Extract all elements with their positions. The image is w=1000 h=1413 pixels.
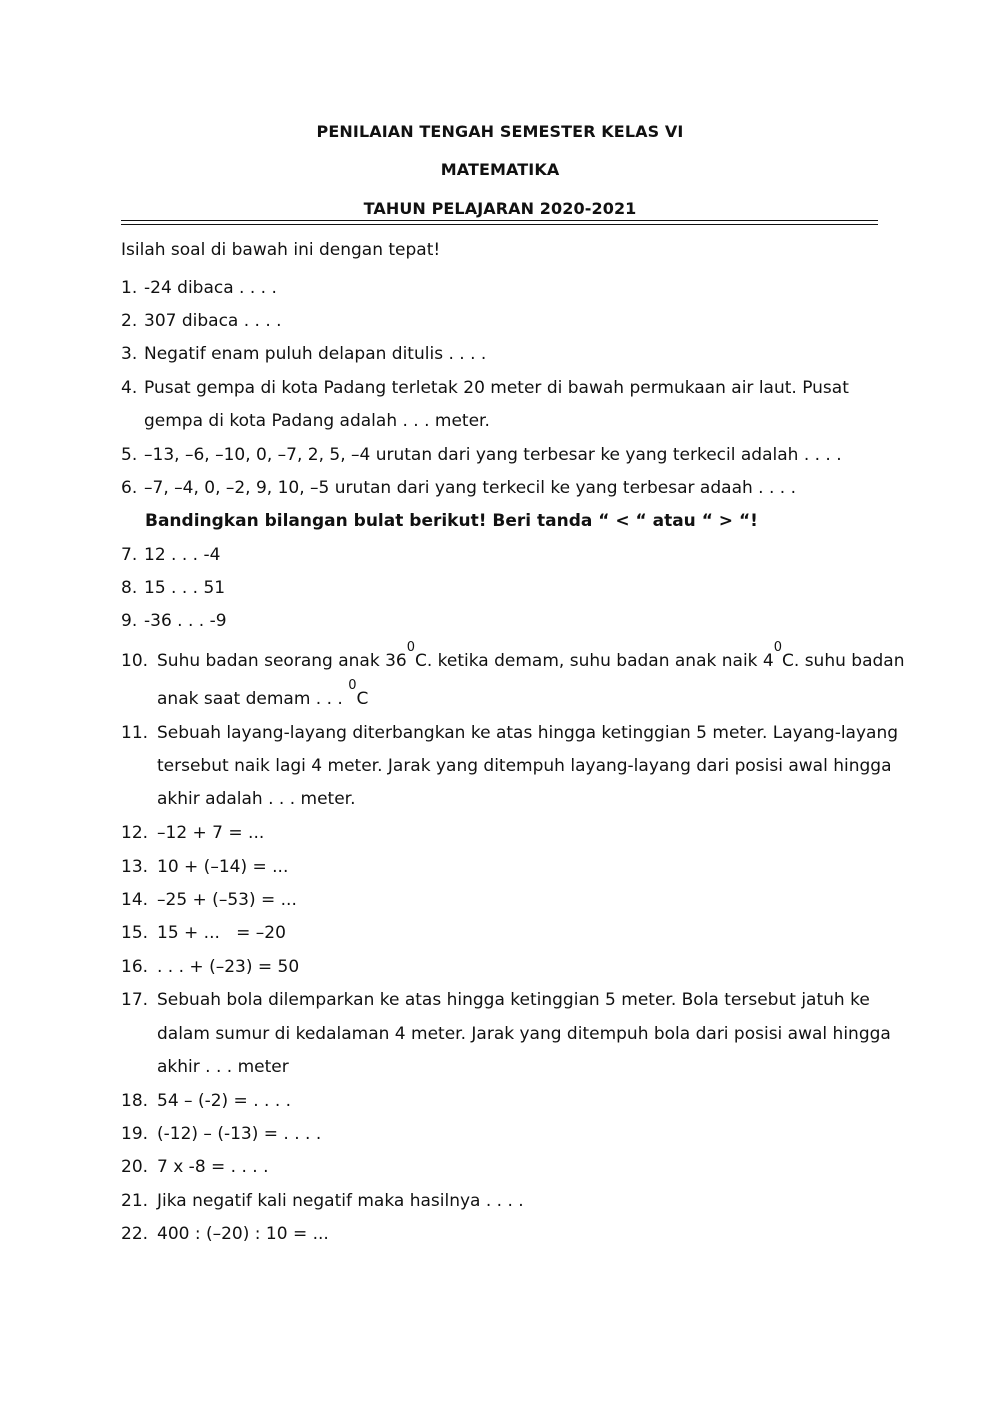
question-text: 12 . . . -4 xyxy=(144,545,221,565)
question-text: 15 . . . 51 xyxy=(144,578,226,598)
question-text: 307 dibaca . . . . xyxy=(144,311,282,331)
question-number: 16. xyxy=(121,957,149,977)
question-number: 19. xyxy=(121,1124,149,1144)
question-number: 12. xyxy=(121,823,149,843)
question-number: 18. xyxy=(121,1091,149,1111)
question-number: 1. xyxy=(121,278,138,298)
question-text: 7 x -8 = . . . . xyxy=(157,1157,269,1177)
question-text: gempa di kota Padang adalah . . . meter. xyxy=(144,411,490,431)
question-text: akhir adalah . . . meter. xyxy=(157,789,356,809)
question-number: 9. xyxy=(121,611,138,631)
question-text: Negatif enam puluh delapan ditulis . . . . xyxy=(144,344,487,364)
question-number: 14. xyxy=(121,890,149,910)
question-number: 8. xyxy=(121,578,138,598)
question-number: 10. xyxy=(121,651,149,671)
title-line-1: PENILAIAN TENGAH SEMESTER KELAS VI xyxy=(316,122,684,141)
question-number: 22. xyxy=(121,1224,149,1244)
title-line-3: TAHUN PELAJARAN 2020-2021 xyxy=(363,199,637,218)
question-text: –13, –6, –10, 0, –7, 2, 5, –4 urutan dari yang terbesar ke yang terkecil adalah . . . . xyxy=(144,445,842,465)
question-number: 7. xyxy=(121,545,138,565)
instruction: Isilah soal di bawah ini dengan tepat! xyxy=(121,240,441,260)
question-text: Sebuah bola dilemparkan ke atas hingga ketinggian 5 meter. Bola tersebut jatuh ke xyxy=(157,990,870,1010)
question-number: 4. xyxy=(121,378,138,398)
question-text: -24 dibaca . . . . xyxy=(144,278,277,298)
question-text: 10 + (–14) = ... xyxy=(157,857,289,877)
question-text: 54 – (-2) = . . . . xyxy=(157,1091,292,1111)
section-instruction: Bandingkan bilangan bulat berikut! Beri tanda “ < “ atau “ > “! xyxy=(145,511,758,531)
question-text: Jika negatif kali negatif maka hasilnya . . . . xyxy=(157,1191,524,1211)
question-number: 13. xyxy=(121,857,149,877)
question-text: 400 : (–20) : 10 = ... xyxy=(157,1224,329,1244)
header-rule-top xyxy=(121,220,878,221)
question-text: –7, –4, 0, –2, 9, 10, –5 urutan dari yang terkecil ke yang terbesar adaah . . . . xyxy=(144,478,796,498)
question-text: Pusat gempa di kota Padang terletak 20 meter di bawah permukaan air laut. Pusat xyxy=(144,378,849,398)
question-number: 15. xyxy=(121,923,149,943)
question-number: 21. xyxy=(121,1191,149,1211)
question-number: 17. xyxy=(121,990,149,1010)
question-text: –12 + 7 = ... xyxy=(157,823,265,843)
question-number: 11. xyxy=(121,723,149,743)
question-text: tersebut naik lagi 4 meter. Jarak yang ditempuh layang-layang dari posisi awal hingga xyxy=(157,756,892,776)
title-line-2: MATEMATIKA xyxy=(440,160,560,179)
question-text: (-12) – (-13) = . . . . xyxy=(157,1124,322,1144)
question-number: 20. xyxy=(121,1157,149,1177)
question-number: 5. xyxy=(121,445,138,465)
header-rule-bottom xyxy=(121,224,878,225)
question-number: 3. xyxy=(121,344,138,364)
question-text: 15 + ... = –20 xyxy=(157,923,286,943)
question-text: –25 + (–53) = ... xyxy=(157,890,297,910)
question-text: Sebuah layang-layang diterbangkan ke atas hingga ketinggian 5 meter. Layang-layang xyxy=(157,723,899,743)
question-number: 6. xyxy=(121,478,138,498)
question-text: -36 . . . -9 xyxy=(144,611,227,631)
question-text: akhir . . . meter xyxy=(157,1057,289,1077)
question-text: . . . + (–23) = 50 xyxy=(157,957,300,977)
question-text: Suhu badan seorang anak $36^0C$. ketika demam, suhu badan anak naik $4^0C$. suhu badan xyxy=(157,640,905,671)
question-text: anak saat demam . . . $^0$C xyxy=(157,678,369,709)
question-number: 2. xyxy=(121,311,138,331)
question-text: dalam sumur di kedalaman 4 meter. Jarak yang ditempuh bola dari posisi awal hingga xyxy=(157,1024,891,1044)
